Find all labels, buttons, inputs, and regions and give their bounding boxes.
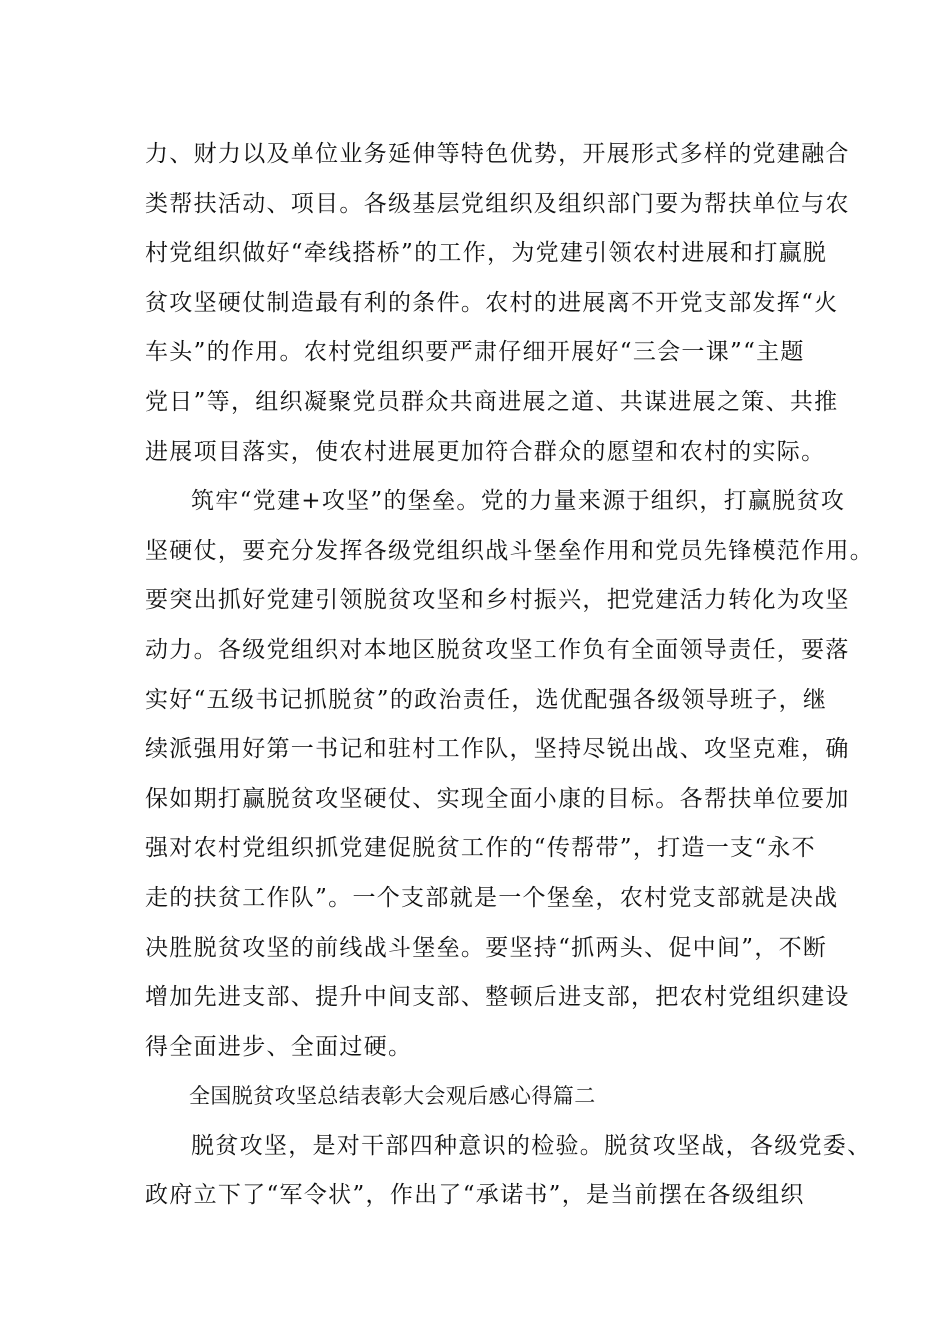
text-line: 强对农村党组织抓党建促脱贫工作的“传帮带”，打造一支“永不 — [145, 835, 816, 862]
text-line: 脱贫攻坚，是对干部四种意识的检验。脱贫攻坚战，各级党委、 — [191, 1132, 872, 1159]
document-body — [145, 130, 874, 1221]
text-line: 走的扶贫工作队”。一个支部就是一个堡垒，农村党支部就是决战 — [145, 884, 839, 911]
text-line: 力、财力以及单位业务延伸等特色优势，开展形式多样的党建融合 — [145, 141, 850, 167]
text-line: 党日”等，组织凝聚党员群众共商进展之道、共谋进展之策、共推 — [145, 388, 839, 415]
text-line: 村党组织做好“牵线搭桥”的工作，为党建引领农村进展和打赢脱 — [145, 240, 828, 267]
text-line: 要突出抓好党建引领脱贫攻坚和乡村振兴，把党建活力转化为攻坚 — [145, 587, 850, 614]
text-line: 筑牢“党建+攻坚”的堡垒。党的力量来源于组织，打赢脱贫攻 — [191, 488, 846, 515]
paragraph-2 — [145, 477, 874, 1072]
text-line: 贫攻坚硬仗制造最有利的条件。农村的进展离不开党支部发挥“火 — [145, 289, 839, 316]
text-line: 决胜脱贫攻坚的前线战斗堡垒。要坚持“抓两头、促中间”，不断 — [145, 934, 828, 961]
text-line: 续派强用好第一书记和驻村工作队，坚持尽锐出战、攻坚克难，确 — [145, 736, 850, 763]
text-line: 动力。各级党组织对本地区脱贫攻坚工作负有全面领导责任，要落 — [145, 636, 850, 663]
text-line: 实好“五级书记抓脱贫”的政治责任，选优配强各级领导班子，继 — [145, 686, 828, 713]
text-line: 得全面进步、全面过硬。 — [145, 1033, 413, 1060]
paragraph-1 — [145, 130, 850, 477]
text-line: 车头”的作用。农村党组织要严肃仔细开展好“三会一课”“主题 — [145, 339, 805, 366]
text-line: 政府立下了“军令状”，作出了“承诺书”，是当前摆在各级组织 — [145, 1182, 805, 1209]
text-line: 增加先进支部、提升中间支部、整顿后进支部，把农村党组织建设 — [145, 984, 850, 1011]
text-line: 坚硬仗，要充分发挥各级党组织战斗堡垒作用和党员先锋模范作用。 — [145, 537, 874, 564]
text-line: 进展项目落实，使农村进展更加符合群众的愿望和农村的实际。 — [145, 438, 826, 465]
text-line: 类帮扶活动、项目。各级基层党组织及组织部门要为帮扶单位与农 — [145, 190, 850, 217]
text-line: 保如期打赢脱贫攻坚硬仗、实现全面小康的目标。各帮扶单位要加 — [145, 785, 850, 812]
paragraph-3 — [145, 1122, 872, 1221]
section-heading: 全国脱贫攻坚总结表彰大会观后感心得篇二 — [189, 1084, 596, 1109]
